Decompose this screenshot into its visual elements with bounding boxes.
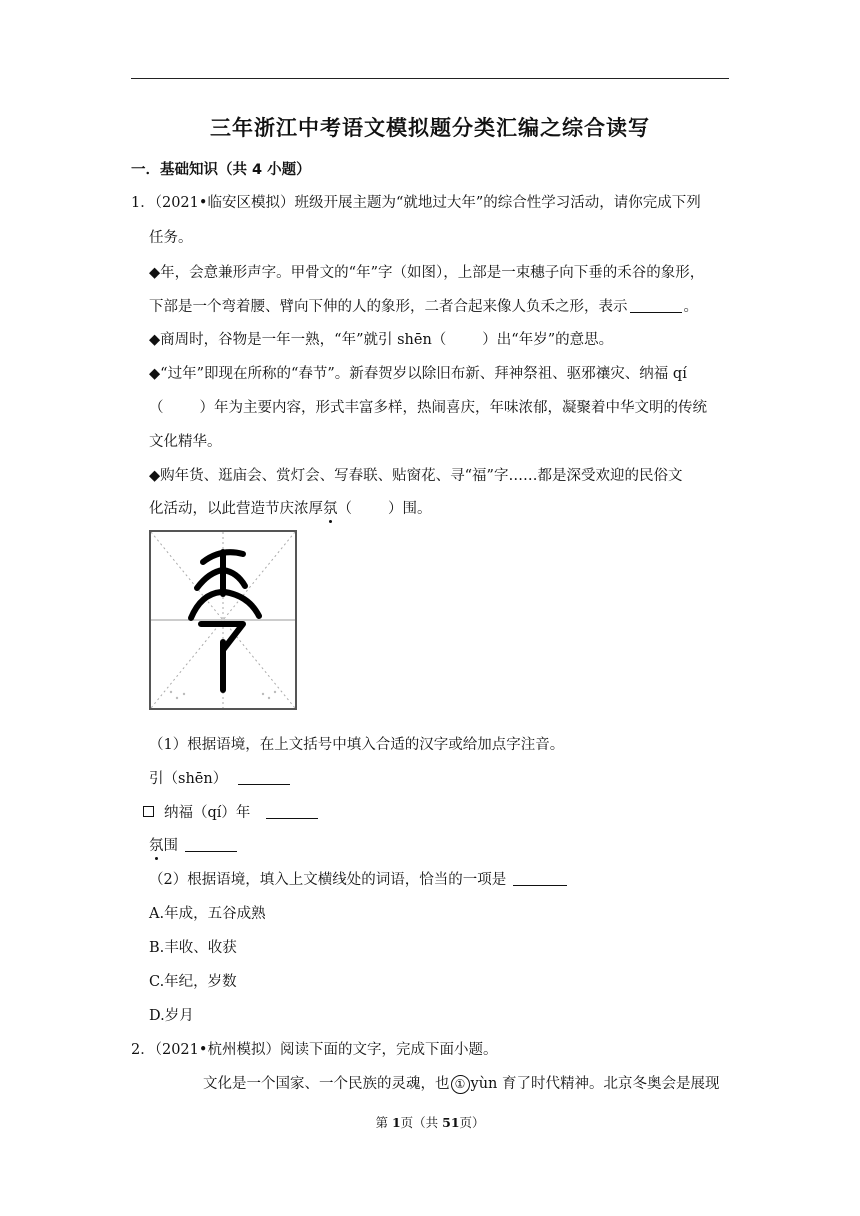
footer-mid: 页（共 xyxy=(400,1115,443,1130)
q1-paragraph-3c: 文化精华。 xyxy=(149,434,222,450)
question-2-stem xyxy=(131,1038,497,1059)
sub-question-2-text: （2）根据语境，填入上文横线处的词语，恰当的一项是 xyxy=(149,872,507,888)
answer-blank[interactable] xyxy=(238,770,290,785)
dotted-character: 氛 xyxy=(149,838,164,854)
q1-p4b-open: （ xyxy=(337,501,352,517)
fill-item-label: 纳福（qí）年 xyxy=(164,805,251,821)
option-d[interactable]: D.岁月 xyxy=(149,1008,194,1024)
q2-p1-pre: 文化是一个国家、一个民族的灵魂，也 xyxy=(203,1076,450,1092)
footer-page-number: 1 xyxy=(391,1115,401,1130)
fill-item-shen xyxy=(149,767,292,788)
q2-paragraph-1 xyxy=(203,1072,719,1094)
question-2-source: （2021•杭州模拟） xyxy=(154,1042,280,1058)
q1-p3b: ）年为主要内容，形式丰富多样，热闹喜庆，年味浓郁，凝聚着中华文明的传统 xyxy=(199,400,707,416)
checkbox-icon[interactable] xyxy=(143,806,154,817)
question-1-line2: 任务。 xyxy=(149,230,193,246)
q1-p2a: ◆商周时，谷物是一年一熟，“年”就引 shēn（ xyxy=(149,332,447,348)
circled-number-1: ① xyxy=(451,1075,470,1094)
q1-paragraph-3a: ◆“过年”即现在所称的“春节”。新春贺岁以除旧布新、拜神祭祖、驱邪禳灾、纳福 qí xyxy=(149,366,687,382)
question-1-stem xyxy=(131,191,701,212)
option-b[interactable]: B.丰收、收获 xyxy=(149,940,237,956)
q1-p1b-end: 。 xyxy=(683,299,698,315)
page-title: 三年浙江中考语文模拟题分类汇编之综合读写 xyxy=(210,116,650,140)
section-heading: 一．基础知识（共 4 小题） xyxy=(131,162,311,178)
dotted-character: 氛 xyxy=(323,501,338,517)
option-a[interactable]: A.年成，五谷成熟 xyxy=(149,906,266,922)
q1-p1b-text: 下部是一个弯着腰、臂向下伸的人的象形，二者合起来像人负禾之形，表示 xyxy=(149,299,628,315)
question-1-source: （2021•临安区模拟） xyxy=(154,195,295,211)
answer-blank[interactable] xyxy=(513,871,567,886)
option-c[interactable]: C.年纪，岁数 xyxy=(149,974,237,990)
fill-item-label: 围 xyxy=(163,838,178,854)
q1-p4b-pre: 化活动，以此营造节庆浓厚 xyxy=(149,501,323,517)
footer-prefix: 第 xyxy=(375,1115,392,1130)
page-footer xyxy=(0,1113,860,1131)
question-2-line1: 阅读下面的文字，完成下面小题。 xyxy=(279,1042,498,1058)
q1-paragraph-4b xyxy=(149,497,432,518)
sub-question-2 xyxy=(149,868,569,889)
footer-total-pages: 51 xyxy=(442,1115,460,1130)
sub-question-1: （1）根据语境，在上文括号中填入合适的汉字或给加点字注音。 xyxy=(149,737,565,753)
q1-paragraph-4a: ◆购年货、逛庙会、赏灯会、写春联、贴窗花、寻“福”字……都是深受欢迎的民俗文 xyxy=(149,468,683,484)
answer-blank[interactable] xyxy=(266,804,318,819)
q1-p3b-open: （ xyxy=(149,400,164,416)
q1-paragraph-2 xyxy=(149,328,613,349)
fill-item-qi xyxy=(143,801,320,822)
q1-paragraph-1b xyxy=(149,295,698,316)
answer-blank[interactable] xyxy=(630,298,682,313)
fill-item-label: 引（shēn） xyxy=(149,771,228,787)
fill-item-fen xyxy=(149,834,239,855)
q1-p2b: ）出“年岁”的意思。 xyxy=(482,332,614,348)
oracle-bone-nian-figure xyxy=(149,530,297,710)
question-1-number: 1． xyxy=(131,195,155,211)
footer-suffix: 页） xyxy=(459,1115,485,1130)
q2-p1-post: yùn 育了时代精神。北京冬奥会是展现 xyxy=(470,1076,720,1092)
q1-p4b-post: ）围。 xyxy=(388,501,432,517)
header-rule xyxy=(131,78,729,79)
question-1-line1: 班级开展主题为“就地过大年”的综合性学习活动，请你完成下列 xyxy=(294,195,701,211)
question-2-number: 2． xyxy=(131,1042,155,1058)
oracle-bone-glyph-icon xyxy=(151,532,295,708)
q1-paragraph-1a: ◆年，会意兼形声字。甲骨文的“年”字（如图），上部是一束穗子向下垂的禾谷的象形， xyxy=(149,265,705,281)
q1-paragraph-3b xyxy=(149,396,707,417)
answer-blank[interactable] xyxy=(185,837,237,852)
